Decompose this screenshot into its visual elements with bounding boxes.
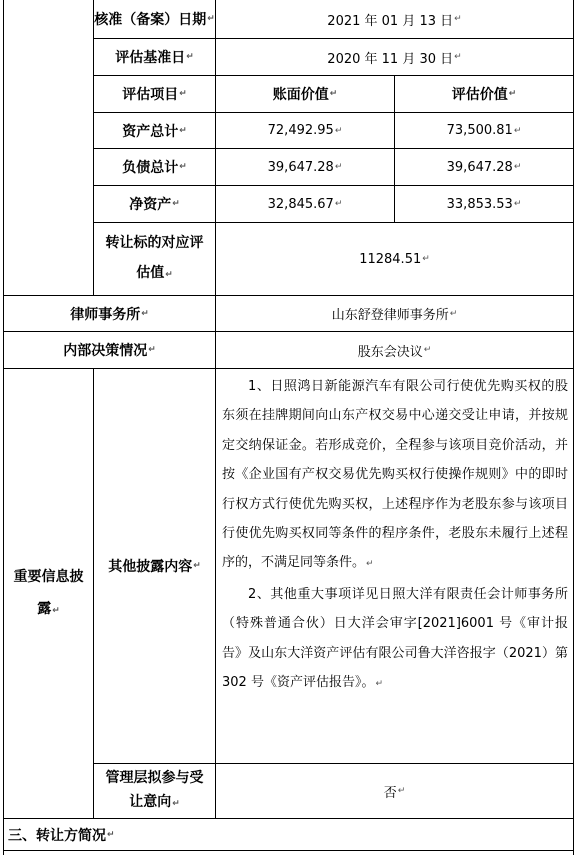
assessed-value-header: [395, 76, 573, 112]
law-firm-value-text: 山东舒登律师事务所: [331, 308, 449, 323]
paragraph-mark: ↵: [52, 605, 60, 616]
valuation-item-header-text: 评估项目: [122, 87, 179, 103]
paragraph-mark: ↵: [207, 14, 215, 24]
approval-date-label-text: 核准（备案）日期: [94, 12, 207, 28]
paragraph-mark: ↵: [334, 199, 343, 209]
total-liabilities-assessed-value: [395, 149, 573, 185]
approval-date-value: [216, 0, 573, 38]
approval-date-value-text: 2021 年 01 月 13 日: [327, 13, 454, 29]
mgmt-intent-value: [216, 764, 573, 818]
valuation-base-date-value: [216, 39, 573, 75]
other-disclosure-label: [94, 369, 215, 763]
net-assets-label-text: 净资产: [129, 197, 172, 213]
total-assets-label: [94, 113, 215, 148]
paragraph-mark: ↵: [334, 125, 343, 136]
total-liabilities-label-text: 负债总计: [122, 160, 179, 176]
paragraph-mark: ↵: [193, 561, 201, 571]
section-heading: [8, 819, 308, 850]
assessed-value-header-text: 评估价值: [451, 87, 508, 103]
target-value-label-line2: 估值: [136, 265, 165, 281]
paragraph-mark: ↵: [513, 199, 522, 209]
paragraph-mark: ↵: [449, 308, 458, 319]
book-value-header-text: 账面价值: [272, 87, 329, 103]
important-info-label-line1: 重要信息披: [13, 568, 84, 585]
approval-date-label: [94, 0, 215, 38]
net-assets-assessed-value-text: 33,853.53: [446, 196, 513, 212]
disclosure-paragraph-1: 1、日照鸿日新能源汽车有限公司行使优先购买权的股东须在挂牌期间向山东产权交易中心递交受让申请，并按规定交纳保证金。若形成竞价，全程参与该项目竞价活动，并按《企业国有产权交易优先购买权行使操作规则》中的即时行权方式行使优先购买权，上述程序作为老股东参与该项目行使优先购买权同等条件的程序条件，老股东未履行上述程序的，不满足同等条件。: [222, 379, 568, 571]
paragraph-mark: ↵: [165, 270, 173, 280]
total-assets-book-value: [216, 113, 394, 148]
paragraph-mark: ↵: [454, 14, 462, 24]
total-assets-label-text: 资产总计: [122, 123, 179, 140]
paragraph-mark: ↵: [179, 125, 187, 136]
target-value-value: [216, 223, 573, 295]
paragraph-mark: ↵: [172, 799, 180, 809]
disclosure-paragraph-2: 2、其他重大事项详见日照大洋有限责任会计师事务所（特殊普通合伙）日大洋会审字[2021]6001 号《审计报告》及山东大洋资产评估有限公司鲁大洋咨报字（2021）第 302 号《资产评估报告》。: [222, 586, 568, 691]
net-assets-assessed-value: [395, 186, 573, 222]
total-assets-book-value-text: 72,492.95: [267, 123, 334, 138]
paragraph-mark: ↵: [423, 345, 432, 355]
total-liabilities-assessed-value-text: 39,647.28: [446, 159, 513, 175]
total-liabilities-book-value-text: 39,647.28: [267, 159, 334, 175]
paragraph-mark: ↵: [179, 89, 187, 99]
valuation-base-date-label-text: 评估基准日: [115, 50, 186, 66]
valuation-base-date-label: [94, 39, 215, 75]
book-value-header: [216, 76, 394, 112]
paragraph-mark: ↵: [375, 679, 383, 690]
paragraph-mark: ↵: [454, 52, 462, 62]
internal-decision-label: [4, 332, 215, 368]
net-assets-book-value: [216, 186, 394, 222]
internal-decision-value-text: 股东会决议: [357, 344, 423, 360]
paragraph-mark: ↵: [141, 308, 149, 319]
net-assets-book-value-text: 32,845.67: [267, 196, 334, 212]
paragraph-mark: ↵: [329, 89, 338, 99]
target-value-value-text: 11284.51: [359, 251, 422, 267]
important-info-label: [4, 369, 93, 818]
law-firm-value: [216, 296, 573, 331]
paragraph-mark: ↵: [422, 254, 430, 264]
paragraph-mark: ↵: [107, 829, 115, 840]
mgmt-intent-label-line1: 管理层拟参与受: [105, 770, 204, 786]
total-liabilities-book-value: [216, 149, 394, 185]
paragraph-mark: ↵: [366, 559, 374, 570]
paragraph-mark: ↵: [179, 162, 187, 172]
net-assets-label: [94, 186, 215, 222]
internal-decision-label-text: 内部决策情况: [63, 343, 148, 359]
total-assets-assessed-value: [395, 113, 573, 148]
internal-decision-value: [216, 332, 573, 368]
paragraph-mark: ↵: [172, 199, 180, 209]
valuation-base-date-value-text: 2020 年 11 月 30 日: [327, 51, 454, 67]
total-assets-assessed-value-text: 73,500.81: [446, 123, 513, 138]
other-disclosure-label-text: 其他披露内容: [108, 559, 193, 575]
important-info-label-line2: 露: [37, 600, 52, 617]
other-disclosure-content: [222, 372, 568, 699]
paragraph-mark: ↵: [513, 125, 522, 136]
paragraph-mark: ↵: [148, 345, 156, 355]
total-liabilities-label: [94, 149, 215, 185]
paragraph-mark: ↵: [186, 52, 194, 62]
target-value-label-line1: 转让标的对应评: [105, 235, 204, 251]
target-value-label: [94, 223, 215, 295]
law-firm-label: [4, 296, 215, 331]
valuation-item-header: [94, 76, 215, 112]
mgmt-intent-label-line2: 让意向: [129, 794, 172, 810]
table-border-right: [573, 0, 574, 855]
paragraph-mark: ↵: [513, 162, 522, 172]
paragraph-mark: ↵: [334, 162, 343, 172]
grid-line: [215, 368, 216, 818]
section-heading-text: 三、转让方简况: [8, 827, 106, 844]
paragraph-mark: ↵: [397, 786, 406, 796]
law-firm-label-text: 律师事务所: [70, 306, 141, 323]
grid-line: [3, 850, 574, 851]
mgmt-intent-label: [94, 764, 215, 818]
mgmt-intent-value-text: 否: [383, 785, 397, 801]
paragraph-mark: ↵: [508, 89, 517, 99]
